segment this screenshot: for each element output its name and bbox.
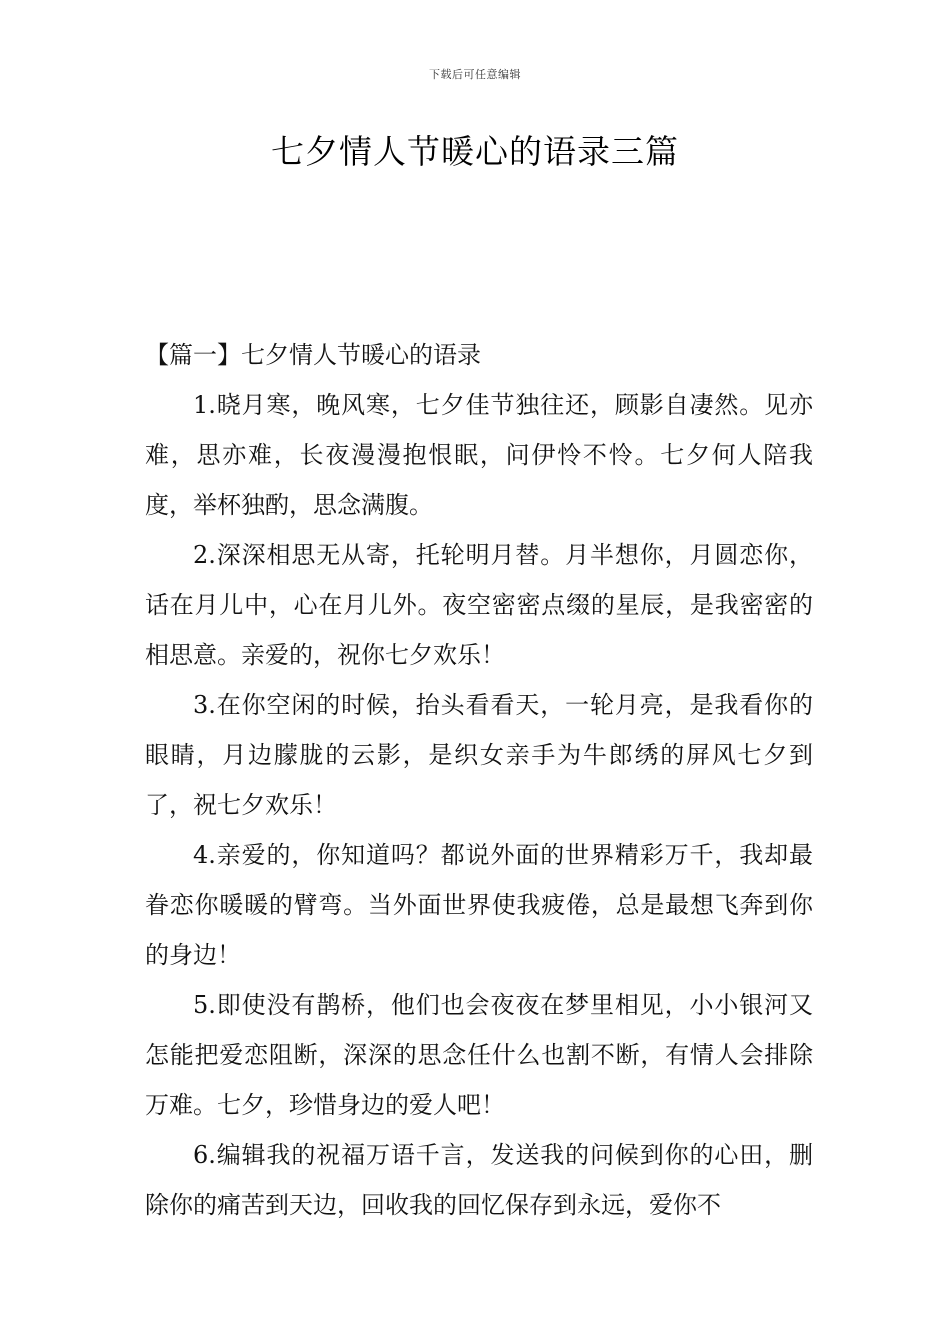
section-heading: 【篇一】七夕情人节暖心的语录 bbox=[145, 341, 481, 369]
paragraph-3: 3.在你空闲的时候，抬头看看天，一轮月亮，是我看你的眼睛，月边朦胧的云影，是织女亲手为牛郎绣的屏风七夕到了，祝七夕欢乐！ bbox=[145, 691, 813, 819]
header-note: 下载后可任意编辑 bbox=[429, 68, 521, 81]
document-body bbox=[145, 330, 813, 1230]
paragraph-2: 2.深深相思无从寄，托轮明月替。月半想你，月圆恋你，话在月儿中，心在月儿外。夜空密密点缀的星辰，是我密密的相思意。亲爱的，祝你七夕欢乐！ bbox=[145, 541, 813, 669]
document-title: 七夕情人节暖心的语录三篇 bbox=[271, 132, 679, 171]
paragraph-1: 1.晓月寒，晚风寒，七夕佳节独往还，顾影自凄然。见亦难，思亦难，长夜漫漫抱恨眠，问伊怜不怜。七夕何人陪我度，举杯独酌，思念满腹。 bbox=[145, 391, 813, 519]
paragraph-6: 6.编辑我的祝福万语千言，发送我的问候到你的心田，删除你的痛苦到天边，回收我的回忆保存到永远，爱你不 bbox=[145, 1141, 813, 1219]
paragraph-4: 4.亲爱的，你知道吗？都说外面的世界精彩万千，我却最眷恋你暖暖的臂弯。当外面世界使我疲倦，总是最想飞奔到你的身边！ bbox=[145, 841, 813, 969]
paragraph-5: 5.即使没有鹊桥，他们也会夜夜在梦里相见，小小银河又怎能把爱恋阻断，深深的思念任什么也割不断，有情人会排除万难。七夕，珍惜身边的爱人吧！ bbox=[145, 991, 813, 1119]
